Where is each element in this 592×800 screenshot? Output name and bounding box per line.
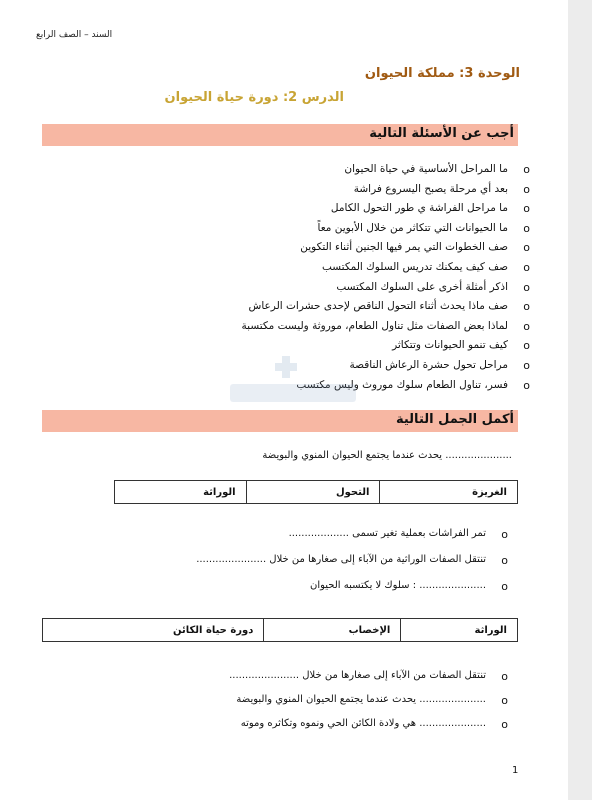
bullet-icon: o bbox=[501, 718, 508, 731]
bullet-icon: o bbox=[523, 241, 530, 255]
fill-sentence: ..................... يحدث عندما يجتمع الحيوان المنوي والبويضة bbox=[236, 694, 486, 705]
page-side-strip bbox=[568, 0, 592, 800]
list-item bbox=[68, 219, 530, 239]
watermark-logo bbox=[228, 352, 358, 406]
lesson-title: الدرس 2: دورة حياة الحيوان bbox=[164, 90, 344, 105]
unit-title: الوحدة 3: مملكة الحيوان bbox=[364, 66, 520, 81]
fill-sentence: تنتقل الصفات الوراثية من الآباء إلى صغارها من خلال ...................... bbox=[196, 554, 486, 565]
question-text: ما الحيوانات التي تتكاثر من خلال الأبوين معاً bbox=[317, 221, 508, 234]
bullet-icon: o bbox=[523, 339, 530, 353]
word-bank-table-2 bbox=[42, 618, 518, 642]
question-text: بعد أي مرحلة يصبح اليسروع فراشة bbox=[353, 182, 508, 195]
bullet-icon: o bbox=[501, 670, 508, 683]
list-item bbox=[68, 199, 530, 219]
bullet-icon: o bbox=[523, 319, 530, 333]
list-item bbox=[68, 238, 530, 258]
bullet-icon: o bbox=[523, 358, 530, 372]
fill-sentence: ..................... : سلوك لا يكتسبه الحيوان bbox=[309, 580, 486, 591]
word-bank-cell: دورة حياة الكائن bbox=[43, 619, 264, 642]
fill-sentence: ..................... يحدث عندما يجتمع الحيوان المنوي والبويضة bbox=[262, 450, 512, 461]
question-text: ما المراحل الأساسية في حياة الحيوان bbox=[344, 163, 508, 175]
header-note: السند – الصف الرابع bbox=[36, 30, 113, 40]
bullet-icon: o bbox=[523, 221, 530, 235]
fill-sentence: تمر الفراشات بعملية تغير تسمى ................... bbox=[288, 528, 486, 539]
list-item bbox=[68, 258, 530, 278]
word-bank-table-1 bbox=[114, 480, 518, 504]
bullet-icon: o bbox=[501, 554, 508, 567]
question-text: لماذا بعض الصفات مثل تناول الطعام، موروثة وليست مكتسبة bbox=[241, 319, 508, 332]
fill-sentence: ..................... هي ولادة الكائن الحي ونموه وتكاثره وموته bbox=[240, 718, 486, 729]
word-bank-cell: الوراثة bbox=[115, 481, 247, 504]
question-text: كيف تنمو الحيوانات وتتكاثر bbox=[392, 339, 508, 352]
bullet-icon: o bbox=[523, 182, 530, 196]
word-bank-cell: التحول bbox=[246, 481, 380, 504]
word-bank-cell: الوراثة bbox=[401, 619, 518, 642]
section-band-questions bbox=[42, 124, 518, 146]
list-item bbox=[68, 180, 530, 200]
question-text: فسر، تناول الطعام سلوك موروث وليس مكتسب bbox=[296, 378, 508, 391]
list-item bbox=[68, 160, 530, 180]
bullet-icon: o bbox=[501, 694, 508, 707]
list-item bbox=[229, 670, 508, 683]
list-item bbox=[236, 694, 508, 707]
question-text: صف الخطوات التي يمر فيها الجنين أثناء التكوين bbox=[300, 241, 508, 254]
question-text: مراحل تحول حشرة الرعاش الناقصة bbox=[349, 358, 508, 371]
section-title-complete: أكمل الجمل التالية bbox=[395, 412, 514, 427]
bullet-icon: o bbox=[523, 378, 530, 392]
list-item bbox=[240, 718, 508, 731]
bullet-icon: o bbox=[523, 260, 530, 274]
bullet-icon: o bbox=[523, 280, 530, 294]
bullet-icon: o bbox=[523, 300, 530, 314]
bullet-icon: o bbox=[501, 580, 508, 593]
question-text: اذكر أمثلة أخرى على السلوك المكتسب bbox=[336, 280, 508, 293]
bullet-icon: o bbox=[523, 202, 530, 216]
list-item bbox=[68, 297, 530, 317]
list-item bbox=[196, 554, 508, 567]
bullet-icon: o bbox=[501, 528, 508, 541]
word-bank-cell: الإخصاب bbox=[264, 619, 401, 642]
list-item bbox=[68, 317, 530, 337]
list-item bbox=[68, 278, 530, 298]
section-title-questions: أجب عن الأسئلة التالية bbox=[369, 126, 514, 141]
list-item bbox=[288, 528, 508, 541]
question-text: صف كيف يمكنك تدريس السلوك المكتسب bbox=[321, 260, 508, 273]
word-bank-cell: الغريزة bbox=[380, 481, 518, 504]
list-item bbox=[309, 580, 508, 593]
question-text: صف ماذا يحدث أثناء التحول الناقص لإحدى حشرات الرعاش bbox=[248, 300, 508, 313]
page-number: 1 bbox=[512, 765, 519, 776]
bullet-icon: o bbox=[523, 163, 530, 176]
question-text: ما مراحل الفراشة ي طور التحول الكامل bbox=[330, 202, 508, 215]
fill-sentence: تنتقل الصفات من الآباء إلى صغارها من خلال ...................... bbox=[229, 670, 486, 681]
section-band-complete bbox=[42, 410, 518, 432]
